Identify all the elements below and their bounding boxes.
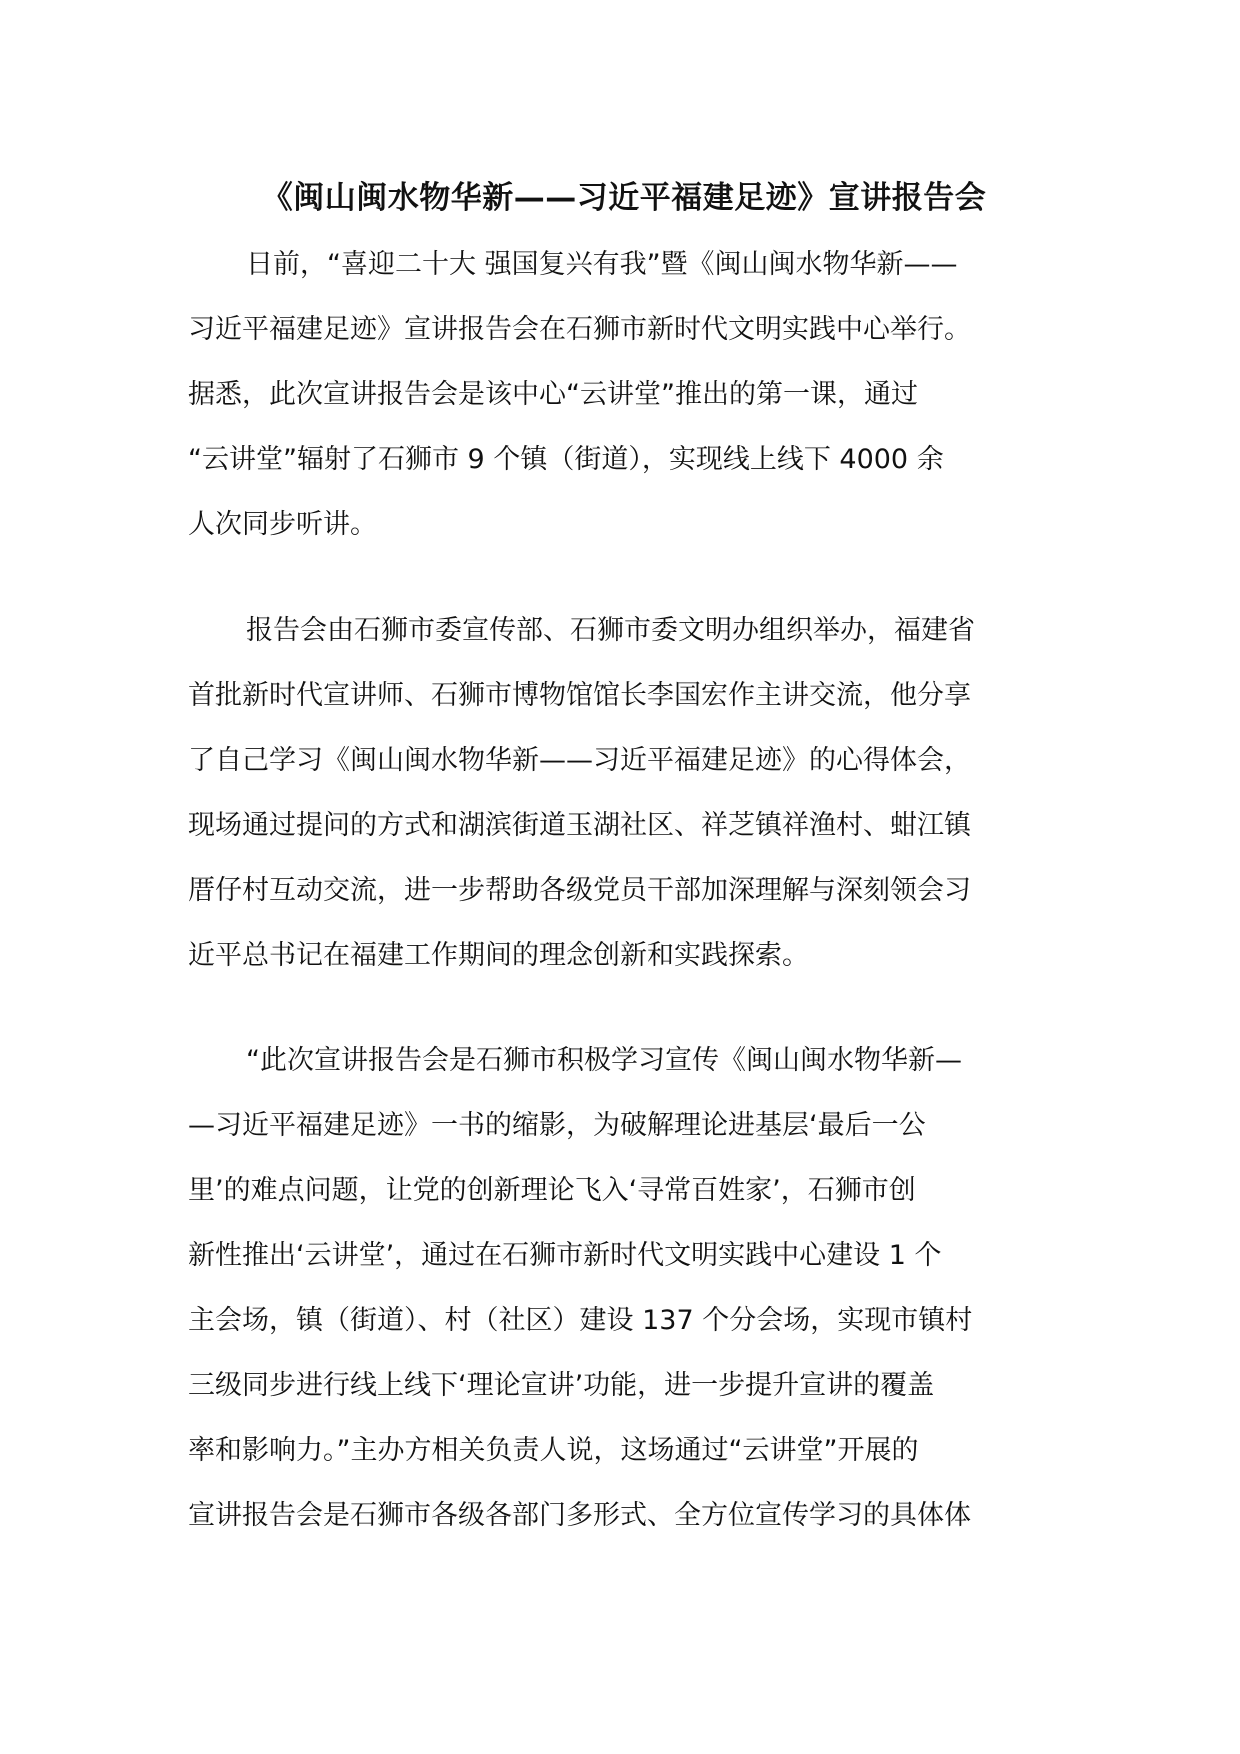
document-title: 《闽山闽水物华新——习近平福建足迹》宣讲报告会 [261,180,987,216]
paragraph-line: 厝仔村互动交流，进一步帮助各级党员干部加深理解与深刻领会习 [188,875,971,906]
paragraph-line: “云讲堂”辐射了石狮市 9 个镇（街道），实现线上线下 4000 余 [188,444,944,475]
paragraph-line: 现场通过提问的方式和湖滨街道玉湖社区、祥芝镇祥渔村、蚶江镇 [188,810,971,841]
paragraph-line: 里’的难点问题，让党的创新理论飞入‘寻常百姓家’，石狮市创 [188,1175,916,1206]
paragraph-2 [188,598,1060,988]
paragraph-line: 日前，“喜迎二十大 强国复兴有我”暨《闽山闽水物华新—— [246,249,958,280]
paragraph-line: 据悉，此次宣讲报告会是该中心“云讲堂”推出的第一课，通过 [188,379,918,410]
paragraph-line: 人次同步听讲。 [188,509,377,540]
paragraph-line: “此次宣讲报告会是石狮市积极学习宣传《闽山闽水物华新— [246,1045,962,1076]
paragraph-line: 主会场，镇（街道）、村（社区）建设 137 个分会场，实现市镇村 [188,1305,973,1336]
paragraph-1 [188,232,1060,557]
paragraph-line: 首批新时代宣讲师、石狮市博物馆馆长李国宏作主讲交流，他分享 [188,680,971,711]
paragraph-line: 了自己学习《闽山闽水物华新——习近平福建足迹》的心得体会， [188,745,971,776]
paragraph-line: 宣讲报告会是石狮市各级各部门多形式、全方位宣传学习的具体体 [188,1500,971,1531]
paragraph-line: —习近平福建足迹》一书的缩影，为破解理论进基层‘最后一公 [188,1110,926,1141]
paragraph-line: 率和影响力。”主办方相关负责人说，这场通过“云讲堂”开展的 [188,1435,919,1466]
paragraph-line: 三级同步进行线上线下‘理论宣讲’功能，进一步提升宣讲的覆盖 [188,1370,935,1401]
paragraph-3 [188,1028,1060,1548]
paragraph-line: 近平总书记在福建工作期间的理念创新和实践探索。 [188,940,809,971]
paragraph-line: 新性推出‘云讲堂’，通过在石狮市新时代文明实践中心建设 1 个 [188,1240,942,1271]
paragraph-line: 习近平福建足迹》宣讲报告会在石狮市新时代文明实践中心举行。 [188,314,971,345]
paragraph-line: 报告会由石狮市委宣传部、石狮市委文明办组织举办，福建省 [246,615,975,646]
